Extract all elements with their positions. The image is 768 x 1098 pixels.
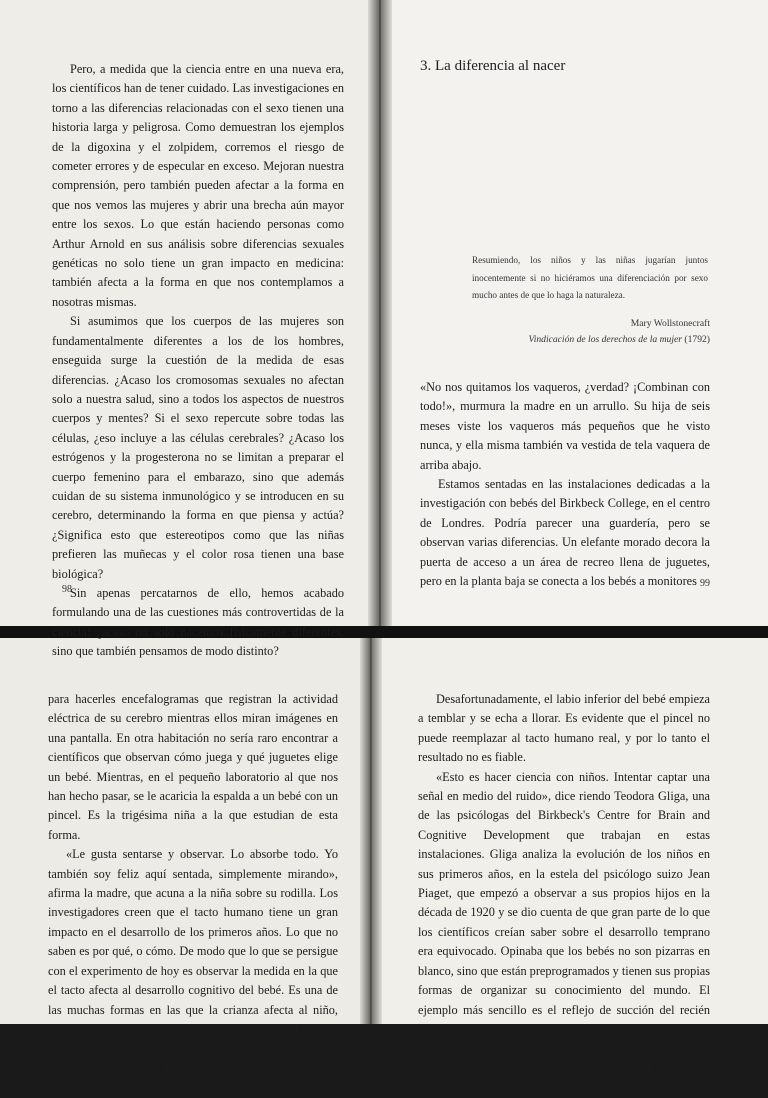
book-gutter-bottom — [360, 636, 382, 1024]
epigraph-work: Vindicación de los derechos de la mujer — [528, 334, 683, 345]
epigraph-year: (1792) — [684, 334, 710, 345]
paragraph: Sin apenas percatarnos de ello, hemos acabado formulando una de las cuestiones más controvertidas de la ciencia: ¿acaso no solo nacemos físicamente diferentes, sino que también pensamos de modo distinto? — [52, 585, 344, 659]
paragraph: «Le gusta sentarse y observar. Lo absorbe todo. Yo también soy feliz aquí sentada, simplemente mirando», afirma la madre, que acuna a la niña sobre su rodilla. Los investigadores creen que el tacto humano tiene un gran impacto en el desarrollo de los primeros años. Lo que no saben es por qué, o cómo. De modo que lo que se persigue con el experimento de hoy es observar la medida en la que el tacto afecta al desarrollo cognitivo del bebé. Es una de las muchas formas en las que la crianza afecta al niño, pues va moldeando lentamente a la persona que llegará a ser. — [48, 847, 338, 1056]
page-98-body — [52, 60, 344, 662]
epigraph-author: Mary Wollstonecraft — [630, 318, 710, 329]
page-101-body — [418, 690, 710, 1098]
paragraph: Estamos sentadas en las instalaciones dedicadas a la investigación con bebés del Birkbeck College, en el centro de Londres. Podría parecer una guardería, pero se observan varias diferencias. Un elefante morado decora la puerta de acceso a un área de recreo llena de juguetes, pero en la planta baja se conecta a los bebés a monitores — [420, 477, 710, 589]
page-number: 99 — [700, 578, 710, 589]
book-gutter-top — [368, 0, 392, 628]
page-99-body — [420, 378, 710, 591]
page-number: 98 — [62, 584, 72, 595]
paragraph: «Esto es hacer ciencia con niños. Intentar captar una señal en medio del ruido», dice riendo Teodora Gliga, una de las psicólogas del Birkbeck's Centre for Brain and Cognitive Development que trabajan en estas instalaciones. Gliga analiza la evolución de los niños en sus primeros años, en la estela del psicólogo suizo Jean Piaget, que empezó a observar a sus propios hijos en la década de 1920 y se dio cuenta de que gran parte de lo que los científicos creían saber sobre el desarrollo temprano era equivocado. Opinaba que los bebés no son pizarras en blanco, sino que están preprogramados y tienen sus propias formas de organizar su conocimiento del mundo. El ejemplo más sencillo es el reflejo de succión del recién nacido. — [418, 769, 710, 1036]
paragraph: Si asumimos que los cuerpos de las mujeres son fundamentalmente diferentes a los de los hombres, enseguida surge la cuestión de la medida de esas diferencias. ¿Acaso los cromosomas sexuales no afectan solo a nuestra salud, sino a todos los aspectos de nuestros cuerpos y mentes? Si el sexo repercute sobre todas las células, ¿eso incluye a las células cerebrales? ¿Acaso los estrógenos y la progesterona no se limitan a preparar el cuerpo femenino para el embarazo, sino que además cuidan de su sistema inmunológico y se introducen en su cerebro, determinando la forma en que piensa y actúa? ¿Significa esto que estereotipos como que las niñas prefieren las muñecas y el color rosa tienen una base biológica? — [52, 314, 344, 581]
paragraph: para hacerles encefalogramas que registran la actividad eléctrica de su cerebro mientras ellos miran imágenes en una pantalla. En otra habitación no sería raro encontrar a científicos que observan cómo juega y qué juguetes elige un bebé. Mientras, en el pequeño laboratorio al que nos han hecho pasar, se le acaricia la espalda a un bebé con un pincel. Es la trigésima niña a la que estudian de esta forma. — [48, 692, 338, 842]
epigraph-source — [529, 334, 710, 345]
paragraph: «No nos quitamos los vaqueros, ¿verdad? ¡Combinan con todo!», murmura la madre en un arrullo. Su hija de seis meses viste los vaqueros más pequeños que he visto nunca, y ella misma también va vestida de tela vaquera de arriba abajo. — [420, 380, 710, 472]
paragraph: Sin embargo, los científicos se están dando cuenta de que esto es solo el principio. Su objetivo es determinar la inteligencia de los niños al nacer y lo que implica. Las — [418, 1041, 710, 1095]
epigraph: Resumiendo, los niños y las niñas jugarían juntos inocentemente si no hiciéramos una diferenciación por sexo mucho antes de que lo haga la naturaleza. — [472, 255, 708, 300]
chapter-title: 3. La diferencia al nacer — [420, 58, 566, 74]
paragraph: Aunque los niños son un encanto, estudiarlos de esta — [66, 1060, 326, 1075]
page-100-body — [48, 690, 338, 1078]
paragraph: Desafortunadamente, el labio inferior del bebé empieza a temblar y se echa a llorar. Es evidente que el pincel no puede reemplazar al tacto humano real, y por lo tanto el resultado no es fiable. — [418, 692, 710, 765]
paragraph: Pero, a medida que la ciencia entre en una nueva era, los científicos han de tener cuidado. Las investigaciones en torno a las diferencias relacionadas con el sexo tienen una historia larga y peligrosa. Como demuestran los ejemplos de la digoxina y el zolpidem, corremos el riesgo de cometer errores y de especular en exceso. Mejoran nuestra comprensión, pero también pueden afectar a la forma en que nos vemos las mujeres y abrir una brecha aún mayor entre los sexos. Lo que están haciendo personas como Arthur Arnold en sus análisis sobre diferencias sexuales genéticas no solo tiene un gran impacto en medicina: también afecta a la forma en que nos contemplamos a nosotras mismas. — [52, 62, 344, 309]
